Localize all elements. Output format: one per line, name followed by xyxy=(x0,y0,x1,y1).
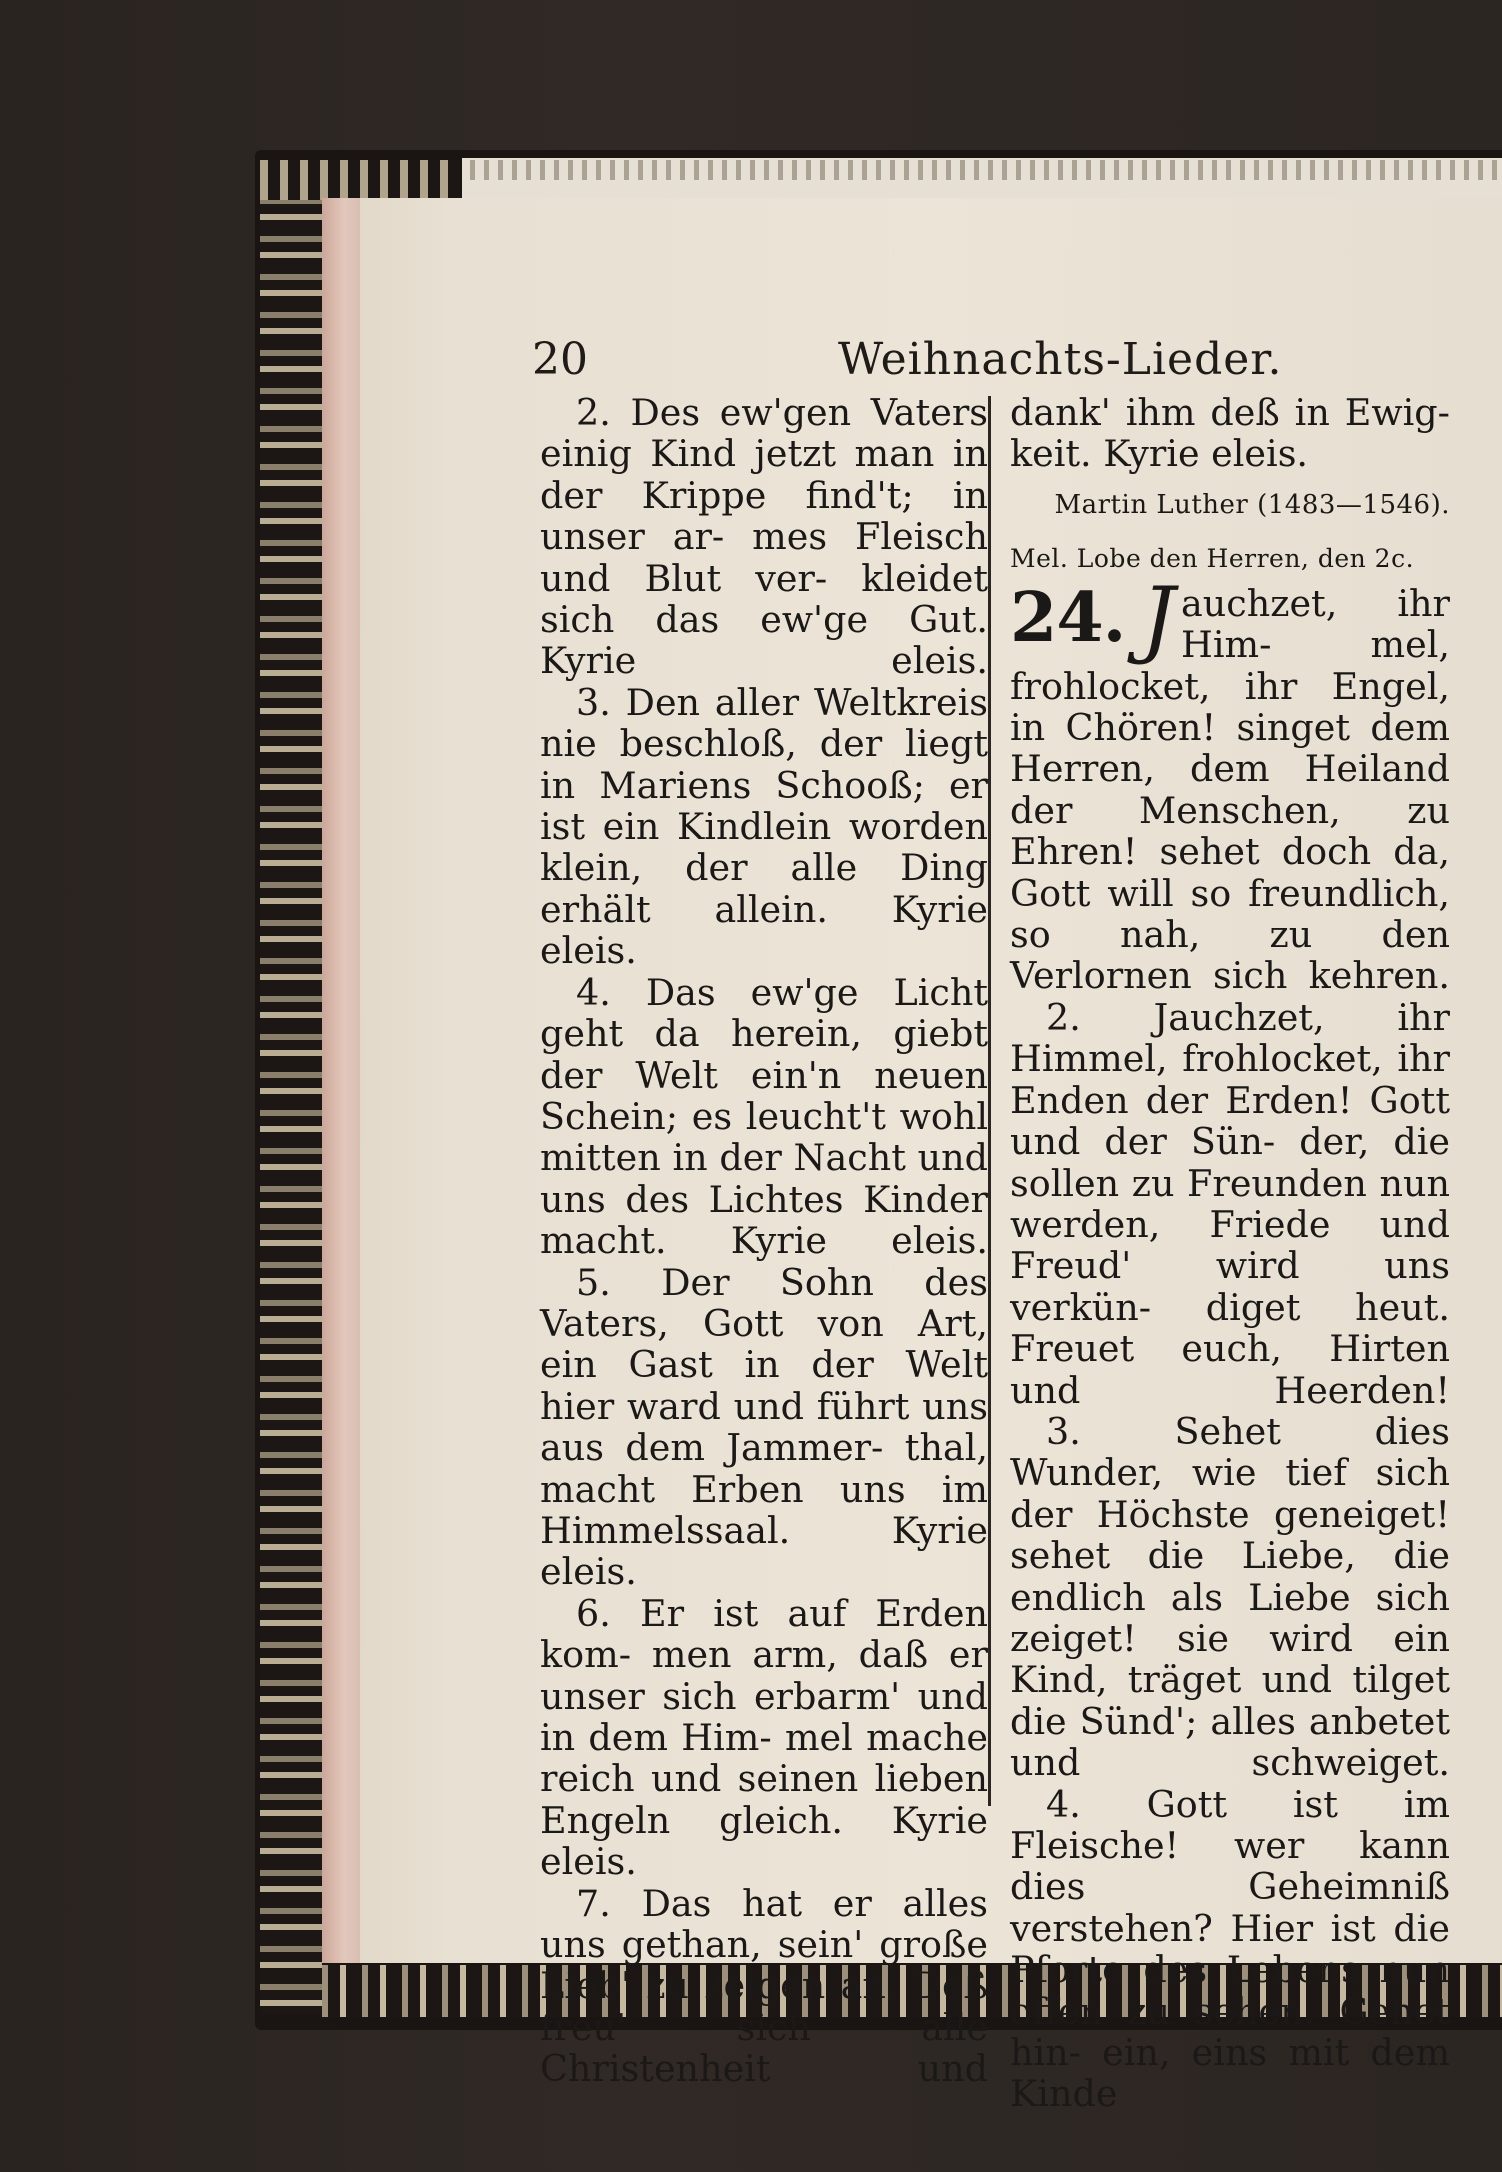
drop-cap: J xyxy=(1141,568,1175,667)
hymn-24-verse-2: 2. Jauchzet, ihr Himmel, frohlocket, ihr Enden der Erden! Gott und der Sün- der, die sollen zu Freunden nun werden, Friede und Freud' wird uns verkün- diget heut. Freuet euch, Hirten und Heerden! xyxy=(1010,995,1450,1412)
ornamental-border-left xyxy=(260,160,322,2015)
verse-4: 4. Das ew'ge Licht geht da herein, giebt der Welt ein'n neuen Schein; es leucht't wohl mitten in der Nacht und uns des Lichtes Kinder macht. Kyrie eleis. xyxy=(540,970,988,1263)
running-title: Weihnachts-Lieder. xyxy=(838,334,1283,385)
verse-5: 5. Der Sohn des Vaters, Gott von Art, ein Gast in der Welt hier ward und führt uns aus dem Jammer- thal, macht Erben uns im Himmelssaal. Kyrie eleis. xyxy=(540,1260,988,1594)
author-attribution: Martin Luther (1483—1546). xyxy=(1054,489,1450,520)
hymn-24-verse-1-text: auchzet, ihr Him- mel, frohlocket, ihr Engel, in Chören! singet dem Herren, dem Heiland der Menschen, zu Ehren! sehet doch da, Gott will so freundlich, so nah, zu den Verlornen sich kehren. xyxy=(1010,581,1450,998)
left-column xyxy=(540,392,988,2090)
page-number: 20 xyxy=(532,334,588,385)
column-divider xyxy=(988,396,991,1806)
melody-note: Mel. Lobe den Herren, den 2c. xyxy=(1010,543,1415,573)
verse-6: 6. Er ist auf Erden kom- men arm, daß er unser sich erbarm' und in dem Him- mel mache reich und seinen lieben Engeln gleich. Kyrie eleis. xyxy=(540,1591,988,1884)
ornamental-border-top-left xyxy=(260,160,460,200)
ornamental-border-top xyxy=(470,160,1500,180)
hymn-24-verse-3: 3. Sehet dies Wunder, wie tief sich der Höchste geneiget! sehet die Liebe, die endlich als Liebe sich zeiget! sie wird ein Kind, träget und tilget die Sünd'; alles anbetet und schweiget. xyxy=(1010,1409,1450,1785)
verse-continuation: dank' ihm deß in Ewig- keit. Kyrie eleis. xyxy=(1010,391,1450,476)
hymn-24-verse-1 xyxy=(1010,568,1450,998)
verse-7: 7. Das hat er alles uns gethan, sein' große Lieb' zu zeigen an. Deß freu' sich alle Christenheit und xyxy=(540,1881,988,2091)
right-column xyxy=(1010,392,1450,2115)
hymn-number: 24. xyxy=(1010,577,1126,658)
hymn-24-verse-4: 4. Gott ist im Fleische! wer kann dies Geheimniß verstehen? Hier ist die Pforte des Lebens nun offen zu sehen. Gehet hin- ein, eins mit dem Kinde xyxy=(1010,1782,1450,2116)
verse-2: 2. Des ew'gen Vaters einig Kind jetzt man in der Krippe find't; in unser ar- mes Fleisch und Blut ver- kleidet sich das ew'ge Gut. Kyrie eleis. xyxy=(540,391,988,683)
verse-3: 3. Den aller Weltkreis nie beschloß, der liegt in Mariens Schooß; er ist ein Kindlein worden klein, der alle Ding erhält allein. Kyrie eleis. xyxy=(540,680,988,973)
page-gilt-edge xyxy=(322,198,360,1963)
